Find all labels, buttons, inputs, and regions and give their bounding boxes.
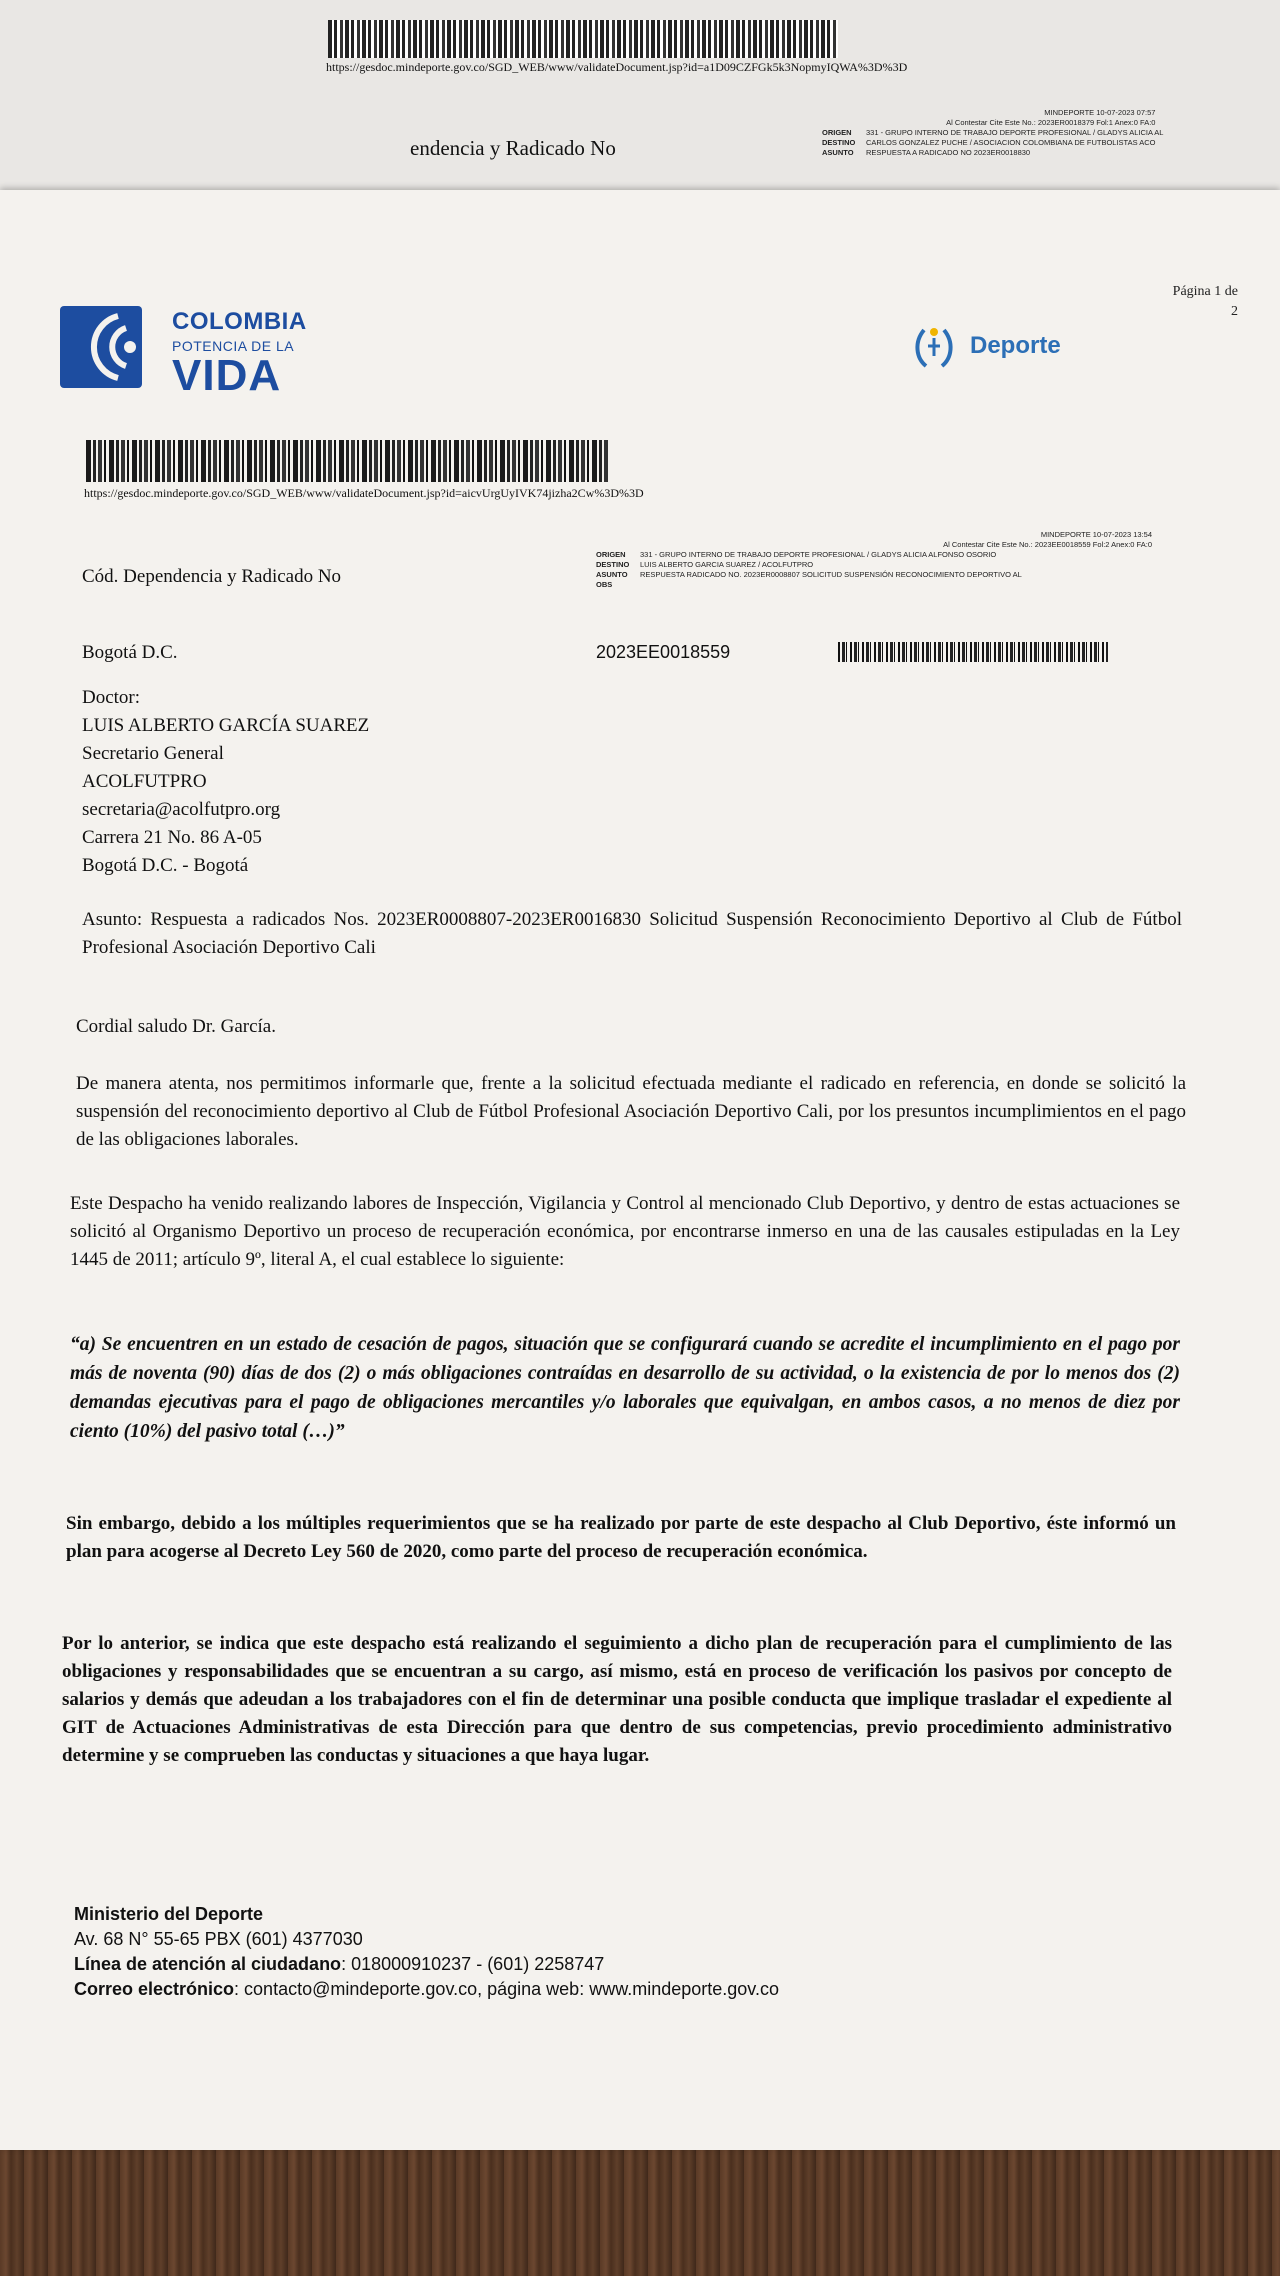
- deporte-logo: [910, 322, 1090, 366]
- meta-asunto: ASUNTO RESPUESTA RADICADO NO. 2023ER0008807 SOLICITUD SUSPENSIÓN RECONOCIMIENTO DEPORTIVO AL: [596, 570, 1022, 579]
- letter-page: [0, 190, 1280, 2150]
- footer-email: Correo electrónico: contacto@mindeporte.gov.co, página web: www.mindeporte.gov.co: [74, 1979, 779, 1999]
- footer-ministry: Ministerio del Deporte: [74, 1904, 264, 1924]
- logo-potencia: POTENCIA DE LA: [172, 338, 295, 354]
- addressee-block: [82, 684, 369, 880]
- colombia-logo: [60, 306, 320, 400]
- addressee-city: Bogotá D.C. - Bogotá: [82, 855, 249, 876]
- validation-url: https://gesdoc.mindeporte.gov.co/SGD_WEB/www/validateDocument.jsp?id=aicvUrgUyIVK74jizha2Cw%3D%3D: [84, 486, 644, 500]
- back-routing-stamp: [822, 108, 1163, 158]
- meta-destino: DESTINO LUIS ALBERTO GARCIA SUAREZ / ACOLFUTPRO: [596, 560, 814, 569]
- footer-address: Av. 68 N° 55-65 PBX (601) 4377030: [74, 1929, 363, 1949]
- back-ref-label: endencia y Radicado No: [410, 136, 616, 160]
- page-number: Página 1 de 2: [1172, 284, 1238, 319]
- colombia-mark-icon: [60, 306, 142, 388]
- back-meta-cite: Al Contestar Cite Este No.: 2023ER0018379 Fol:1 Anex:0 FA:0: [946, 118, 1156, 127]
- city-date: Bogotá D.C.: [82, 642, 178, 663]
- document-barcode: [86, 440, 608, 482]
- addressee-name: LUIS ALBERTO GARCÍA SUAREZ: [82, 715, 370, 736]
- subject-line: Asunto: Respuesta a radicados Nos. 2023ER0008807-2023ER0016830 Solicitud Suspensión Reconocimiento Deportivo al Club de Fútbol Profesional Asociación Deportivo Cali: [82, 909, 1182, 958]
- paragraph-3: Sin embargo, debido a los múltiples requerimientos que se ha realizado por parte de este despacho al Club Deportivo, éste informó un plan para acogerse al Decreto Ley 560 de 2020, como parte del proceso de recuperación económica.: [66, 1513, 1176, 1562]
- back-meta-origen: ORIGEN 331 - GRUPO INTERNO DE TRABAJO DEPORTE PROFESIONAL / GLADYS ALICIA AL: [822, 128, 1164, 137]
- addressee-role: Secretario General: [82, 743, 224, 764]
- radicado-barcode: [838, 642, 1108, 662]
- paragraph-1: De manera atenta, nos permitimos informarle que, frente a la solicitud efectuada mediante el radicado en referencia, en donde se solicitó la suspensión del reconocimiento deportivo al Club de Fútbol Profesional Asociación Deportivo Cali, por los presuntos incumplimientos en el pago de las obligaciones laborales.: [76, 1073, 1186, 1150]
- deporte-figure-icon: [910, 322, 958, 370]
- addressee-org: ACOLFUTPRO: [82, 771, 207, 792]
- paragraph-4: Por lo anterior, se indica que este despacho está realizando el seguimiento a dicho plan de recuperación para el cumplimiento de las obligaciones y responsabilidades que se encuentran a su cargo, así mismo, está en proceso de verificación los pasivos por concepto de salarios y demás que adeudan a los trabajadores con el fin de determinar una posible conducta que implique trasladar el expediente al GIT de Actuaciones Administrativas de esta Dirección para que dentro de sus competencias, previo procedimiento administrativo determine y se comprueben las conductas y situaciones a que haya lugar.: [62, 1633, 1172, 1766]
- addressee-email: secretaria@acolfutpro.org: [82, 799, 281, 820]
- paragraph-2: Este Despacho ha venido realizando labores de Inspección, Vigilancia y Control al mencionado Club Deportivo, y dentro de estas actuaciones se solicitó al Organismo Deportivo un proceso de recuperación económica, por encontrarse inmerso en una de las causales estipuladas en la Ley 1445 de 2011; artículo 9º, literal A, el cual establece lo siguiente:: [70, 1193, 1180, 1270]
- radicado-number: 2023EE0018559: [596, 642, 731, 662]
- ministry-footer: [74, 1902, 779, 2002]
- back-barcode: [328, 20, 838, 58]
- meta-cite: Al Contestar Cite Este No.: 2023EE0018559 Fol:2 Anex:0 FA:0: [943, 540, 1152, 549]
- back-validation-url: https://gesdoc.mindeporte.gov.co/SGD_WEB/www/validateDocument.jsp?id=a1D09CZFGk5k3NopmyIQWA%3D%3D: [326, 60, 908, 74]
- logo-colombia: COLOMBIA: [172, 308, 307, 335]
- logo-vida: VIDA: [172, 351, 282, 400]
- dependency-label: Cód. Dependencia y Radicado No: [82, 566, 342, 587]
- meta-header: MINDEPORTE 10-07-2023 13:54: [1040, 530, 1152, 539]
- meta-obs: OBS: [596, 580, 613, 589]
- back-meta-asunto: ASUNTO RESPUESTA A RADICADO NO 2023ER0018830: [822, 148, 1031, 157]
- law-quote: “a) Se encuentren en un estado de cesación de pagos, situación que se configurará cuando se acredite el incumplimiento en el pago por más de noventa (90) días de dos (2) o más obligaciones contraídas en desarrollo de su actividad, o la existencia de por lo menos dos (2) demandas ejecutivas para el pago de obligaciones mercantiles y/o laborales que equivalgan, en ambos casos, a no menos de diez por ciento (10%) del pasivo total (…)”: [70, 1334, 1180, 1442]
- back-meta-destino: DESTINO CARLOS GONZALEZ PUCHE / ASOCIACION COLOMBIANA DE FUTBOLISTAS ACO: [822, 138, 1156, 147]
- addressee-title: Doctor:: [82, 687, 141, 708]
- routing-stamp: [596, 530, 1196, 590]
- wood-surface: [0, 2150, 1280, 2276]
- addressee-street: Carrera 21 No. 86 A-05: [82, 827, 262, 848]
- deporte-wordmark: Deporte: [970, 332, 1061, 359]
- meta-origen: ORIGEN 331 - GRUPO INTERNO DE TRABAJO DEPORTE PROFESIONAL / GLADYS ALICIA ALFONSO OSORIO: [596, 550, 997, 559]
- footer-phone: Línea de atención al ciudadano: 018000910237 - (601) 2258747: [74, 1954, 605, 1974]
- back-meta-header: MINDEPORTE 10-07-2023 07:57: [1044, 108, 1156, 117]
- greeting: Cordial saludo Dr. García.: [76, 1016, 276, 1037]
